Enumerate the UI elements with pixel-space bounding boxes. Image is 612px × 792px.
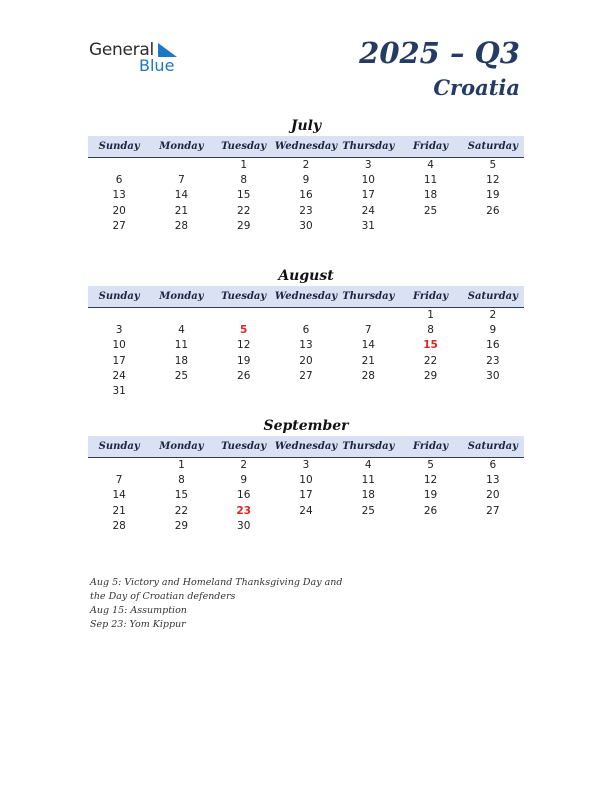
- day-cell: 6: [115, 174, 123, 187]
- day-cell: 28: [112, 519, 126, 532]
- day-cell: 10: [112, 339, 126, 352]
- day-cell: 13: [299, 339, 313, 352]
- weekday-label: Sunday: [98, 291, 140, 302]
- day-cell: 13: [112, 189, 126, 202]
- weekday-label: Wednesday: [274, 441, 338, 452]
- holiday-note: Aug 5: Victory and Homeland Thanksgiving Day and: [90, 577, 343, 588]
- day-cell: 9: [489, 324, 497, 337]
- day-cell: [150, 384, 212, 399]
- weekday-label: Sunday: [98, 141, 140, 152]
- day-cell: 1: [178, 459, 185, 471]
- page-title: 2025 – Q3: [359, 36, 520, 70]
- day-cell: 6: [302, 324, 310, 337]
- day-cell: 1: [240, 159, 248, 171]
- day-cell: [462, 219, 524, 234]
- day-cell: 26: [486, 204, 500, 217]
- weekday-label: Saturday: [467, 291, 518, 302]
- month-block-september: [88, 416, 524, 534]
- day-cell: 25: [361, 504, 375, 517]
- day-cell: 2: [240, 459, 248, 471]
- weekday-label: Wednesday: [274, 291, 338, 302]
- day-cell: [88, 458, 150, 473]
- day-cell: 25: [423, 204, 438, 217]
- week-row: [88, 308, 524, 323]
- day-cell: 8: [427, 324, 434, 337]
- day-cell: 7: [364, 324, 372, 337]
- weekday-label: Tuesday: [221, 291, 267, 302]
- day-cell: 17: [112, 354, 126, 367]
- month-block-august: [88, 266, 524, 399]
- day-cell: 3: [364, 159, 372, 171]
- day-cell: [399, 519, 461, 534]
- day-cell: 18: [361, 489, 375, 502]
- day-cell: 26: [237, 369, 251, 382]
- day-cell: [150, 308, 212, 323]
- weekday-label: Sunday: [98, 441, 140, 452]
- week-row: [88, 158, 524, 173]
- weekday-label: Monday: [159, 291, 204, 302]
- week-row: [88, 473, 524, 488]
- day-cell: 29: [174, 519, 189, 532]
- day-cell: 24: [299, 504, 313, 517]
- day-cell: 15: [174, 489, 189, 502]
- week-row: [88, 458, 524, 473]
- day-cell: 31: [361, 219, 375, 232]
- day-cell: [275, 308, 337, 323]
- month-block-july: [88, 116, 524, 234]
- weekday-label: Wednesday: [274, 141, 338, 152]
- day-cell: 3: [115, 324, 123, 337]
- weekday-label: Thursday: [342, 291, 395, 302]
- day-cell: 4: [178, 324, 185, 337]
- day-cell: 21: [112, 504, 126, 517]
- day-cell: 12: [486, 174, 500, 187]
- month-name: July: [290, 118, 322, 134]
- day-cell: 29: [423, 369, 438, 382]
- day-cell: 25: [174, 369, 189, 382]
- day-cell: 17: [299, 489, 313, 502]
- day-cell: 10: [299, 474, 313, 487]
- day-cell: 19: [486, 189, 500, 202]
- day-cell: 14: [112, 489, 126, 502]
- day-cell: [337, 519, 399, 534]
- holiday-note: Aug 15: Assumption: [90, 605, 187, 616]
- weekday-label: Tuesday: [221, 441, 267, 452]
- week-row: [88, 204, 524, 219]
- week-row: [88, 504, 524, 519]
- day-cell: 11: [361, 474, 375, 487]
- day-cell: [88, 308, 150, 323]
- day-cell: 22: [423, 354, 438, 367]
- generalblue-logo: [89, 40, 189, 80]
- week-row: [88, 219, 524, 234]
- day-cell: [275, 519, 337, 534]
- day-cell: 10: [361, 174, 375, 187]
- day-cell: 2: [302, 159, 310, 171]
- month-name: September: [263, 418, 349, 434]
- week-row: [88, 369, 524, 384]
- holiday-day-cell: 15: [423, 339, 438, 352]
- day-cell: 7: [115, 474, 123, 487]
- day-cell: 27: [486, 504, 500, 517]
- day-cell: [399, 219, 461, 234]
- day-cell: 28: [361, 369, 375, 382]
- day-cell: [88, 158, 150, 173]
- day-cell: [462, 519, 524, 534]
- day-cell: 29: [237, 219, 251, 232]
- day-cell: 16: [237, 489, 251, 502]
- weekday-label: Friday: [412, 441, 449, 452]
- day-cell: [213, 308, 275, 323]
- day-cell: 6: [489, 459, 497, 471]
- day-cell: 8: [178, 474, 185, 487]
- weekday-label: Friday: [412, 141, 449, 152]
- day-cell: 27: [112, 219, 126, 232]
- holiday-notes: [90, 576, 342, 632]
- day-cell: 20: [112, 204, 126, 217]
- day-cell: 7: [178, 174, 185, 187]
- weekday-header-row: [88, 436, 524, 458]
- day-cell: [337, 384, 399, 399]
- week-row: [88, 323, 524, 338]
- weekday-header-row: [88, 286, 524, 308]
- day-cell: 4: [364, 459, 372, 471]
- week-row: [88, 384, 524, 399]
- week-row: [88, 173, 524, 188]
- day-cell: 14: [174, 189, 189, 202]
- holiday-day-cell: 23: [236, 504, 252, 517]
- day-cell: 21: [174, 204, 189, 217]
- weekday-label: Monday: [159, 441, 204, 452]
- day-cell: 22: [174, 504, 189, 517]
- day-cell: 30: [486, 369, 500, 382]
- week-row: [88, 354, 524, 369]
- week-row: [88, 488, 524, 503]
- weekday-label: Saturday: [467, 441, 518, 452]
- day-cell: 18: [174, 354, 189, 367]
- weekday-label: Friday: [412, 291, 449, 302]
- day-cell: 26: [423, 504, 438, 517]
- holiday-note: the Day of Croatian defenders: [90, 591, 236, 602]
- day-cell: 31: [112, 384, 126, 397]
- weekday-header-row: [88, 136, 524, 158]
- logo-text-blue: Blue: [139, 56, 175, 75]
- day-cell: 3: [302, 459, 310, 471]
- day-cell: 23: [299, 204, 313, 217]
- day-cell: 28: [174, 219, 189, 232]
- day-cell: 19: [423, 489, 438, 502]
- day-cell: 11: [174, 339, 189, 352]
- weekday-label: Tuesday: [221, 141, 267, 152]
- day-cell: 27: [299, 369, 313, 382]
- holiday-note: Sep 23: Yom Kippur: [90, 619, 186, 630]
- day-cell: [399, 384, 461, 399]
- logo-text-general: General: [89, 40, 154, 60]
- day-cell: 9: [240, 474, 248, 487]
- day-cell: 19: [237, 354, 251, 367]
- day-cell: 23: [486, 354, 500, 367]
- day-cell: [337, 308, 399, 323]
- day-cell: 18: [423, 189, 438, 202]
- day-cell: [462, 384, 524, 399]
- day-cell: 2: [489, 309, 497, 321]
- day-cell: 12: [237, 339, 251, 352]
- day-cell: 24: [112, 369, 126, 382]
- weekday-label: Thursday: [342, 141, 395, 152]
- day-cell: 5: [427, 459, 434, 471]
- day-cell: 12: [423, 474, 438, 487]
- day-cell: 24: [361, 204, 375, 217]
- day-cell: 30: [237, 519, 251, 532]
- weekday-label: Thursday: [342, 441, 395, 452]
- day-cell: 30: [299, 219, 313, 232]
- day-cell: 21: [361, 354, 375, 367]
- day-cell: [275, 384, 337, 399]
- week-row: [88, 188, 524, 203]
- day-cell: [213, 384, 275, 399]
- day-cell: 16: [486, 339, 500, 352]
- week-row: [88, 338, 524, 353]
- day-cell: 20: [486, 489, 500, 502]
- day-cell: 15: [237, 189, 251, 202]
- day-cell: 9: [302, 174, 310, 187]
- day-cell: 17: [361, 189, 375, 202]
- day-cell: 20: [299, 354, 313, 367]
- holiday-day-cell: 5: [240, 324, 248, 337]
- month-name: August: [278, 268, 334, 284]
- day-cell: 22: [237, 204, 251, 217]
- day-cell: 4: [427, 159, 434, 171]
- day-cell: 16: [299, 189, 313, 202]
- weekday-label: Monday: [159, 141, 204, 152]
- day-cell: 14: [361, 339, 375, 352]
- day-cell: [150, 158, 212, 173]
- country-subtitle: Croatia: [433, 75, 520, 100]
- weekday-label: Saturday: [467, 141, 518, 152]
- week-row: [88, 519, 524, 534]
- day-cell: 5: [489, 159, 497, 171]
- day-cell: 1: [427, 309, 434, 321]
- day-cell: 11: [423, 174, 438, 187]
- day-cell: 8: [240, 174, 248, 187]
- day-cell: 13: [486, 474, 500, 487]
